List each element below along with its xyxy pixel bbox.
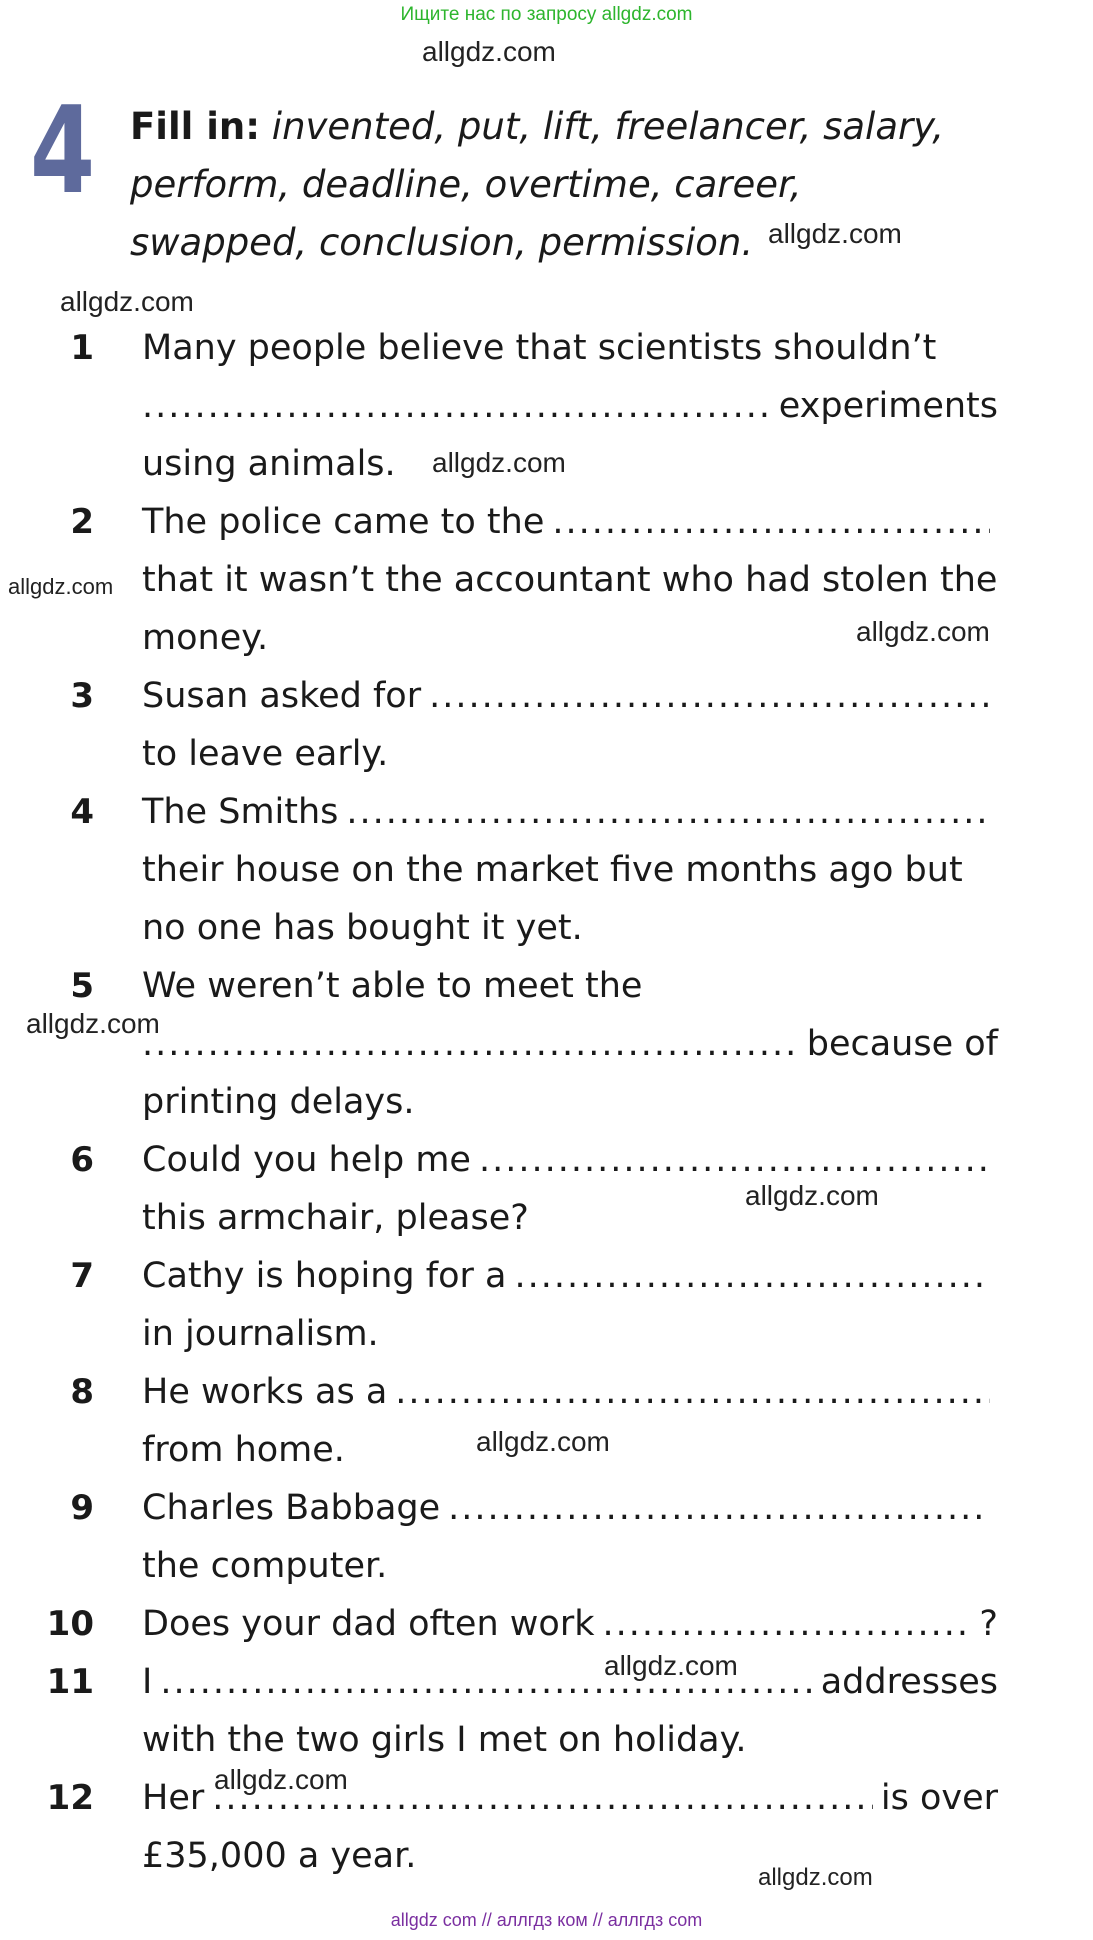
watermark: allgdz.com [214, 1764, 348, 1795]
watermark: allgdz.com [432, 447, 566, 478]
item-text: using animals. [142, 444, 396, 484]
footer-links[interactable]: allgdz com // аллгдз ком // аллгдз com [390, 1910, 703, 1930]
answer-blank[interactable] [142, 378, 771, 434]
item-7-line-1 [142, 1248, 998, 1304]
watermark: allgdz.com [758, 1864, 873, 1891]
item-11-line-2 [142, 1712, 998, 1768]
answer-blank[interactable] [552, 494, 990, 550]
item-text: Susan asked for [142, 676, 422, 716]
item-text: this armchair, please? [142, 1198, 529, 1238]
item-number: 10 [46, 1604, 94, 1644]
word-bank: invented, put, lift, freelancer, salary, perform, deadline, overtime, career, swapped, conclusion, permission. [130, 105, 945, 264]
item-4-line-2 [142, 842, 998, 898]
item-text: addresses [820, 1662, 998, 1702]
answer-blank[interactable] [395, 1364, 990, 1420]
exercise-instruction [130, 98, 990, 272]
item-12-line-2 [142, 1828, 998, 1884]
answer-blank[interactable] [448, 1480, 990, 1536]
watermark: allgdz.com [422, 36, 556, 67]
watermark: allgdz.com [604, 1650, 738, 1681]
item-number: 6 [70, 1140, 94, 1180]
answer-blank[interactable] [602, 1596, 971, 1652]
item-text: to leave early. [142, 734, 389, 774]
item-text: that it wasn’t the accountant who had stolen the [142, 560, 998, 600]
item-5-line-1 [142, 958, 998, 1014]
answer-blank[interactable] [479, 1132, 990, 1188]
instruction-lead: Fill in: [130, 105, 261, 148]
answer-blank[interactable] [212, 1770, 873, 1826]
item-text: with the two girls I met on holiday. [142, 1720, 747, 1760]
item-text: ? [979, 1604, 998, 1644]
answer-blank[interactable] [514, 1248, 990, 1304]
watermark: allgdz.com [476, 1426, 610, 1457]
header-search-link[interactable]: Ищите нас по запросу allgdz.com [400, 4, 693, 25]
watermark: allgdz.com [745, 1180, 879, 1211]
answer-blank[interactable] [346, 784, 990, 840]
item-8-line-2 [142, 1422, 998, 1478]
item-4-line-1 [142, 784, 998, 840]
item-2-line-1 [142, 494, 998, 550]
item-9-line-1 [142, 1480, 998, 1536]
item-text: from home. [142, 1430, 345, 1470]
item-text: in journalism. [142, 1314, 379, 1354]
item-1-line-2 [142, 378, 998, 434]
item-12-line-1 [142, 1770, 998, 1826]
item-text: no one has bought it yet. [142, 908, 583, 948]
item-text: Cathy is hoping for a [142, 1256, 507, 1296]
item-6-line-1 [142, 1132, 998, 1188]
watermark: allgdz.com [856, 616, 990, 647]
item-1-line-3 [142, 436, 998, 492]
item-number: 4 [70, 792, 94, 832]
item-text: printing delays. [142, 1082, 415, 1122]
item-4-line-3 [142, 900, 998, 956]
item-text: money. [142, 618, 269, 658]
item-text: He works as a [142, 1372, 388, 1412]
item-text: The police came to the [142, 502, 545, 542]
item-number: 7 [70, 1256, 94, 1296]
watermark: allgdz.com [768, 218, 902, 249]
watermark: allgdz.com [8, 574, 114, 599]
item-number: 11 [46, 1662, 94, 1702]
item-text: I [142, 1662, 153, 1702]
item-text: £35,000 a year. [142, 1836, 417, 1876]
item-5-line-2 [142, 1016, 998, 1072]
item-2-line-3 [142, 610, 998, 666]
item-number: 1 [70, 328, 94, 368]
item-text: Could you help me [142, 1140, 471, 1180]
item-text: The Smiths [142, 792, 339, 832]
item-text: Many people believe that scientists shouldn’t [142, 328, 937, 368]
item-3-line-2 [142, 726, 998, 782]
item-number: 9 [70, 1488, 94, 1528]
exercise-number: 4 [30, 82, 96, 221]
item-text: the computer. [142, 1546, 388, 1586]
answer-blank[interactable] [160, 1654, 812, 1710]
item-text: Charles Babbage [142, 1488, 441, 1528]
item-6-line-2 [142, 1190, 998, 1246]
answer-blank[interactable] [429, 668, 990, 724]
answer-blank[interactable] [142, 1016, 799, 1072]
item-9-line-2 [142, 1538, 998, 1594]
watermark: allgdz.com [60, 286, 194, 317]
item-1-line-1 [142, 320, 998, 376]
item-text: Does your dad often work [142, 1604, 595, 1644]
item-text: We weren’t able to meet the [142, 966, 643, 1006]
item-number: 2 [70, 502, 94, 542]
item-text: is over [880, 1778, 998, 1818]
item-3-line-1 [142, 668, 998, 724]
item-text: their house on the market five months ago but [142, 850, 963, 890]
item-5-line-3 [142, 1074, 998, 1130]
item-11-line-1 [142, 1654, 998, 1710]
item-text: Her [142, 1778, 205, 1818]
item-number: 8 [70, 1372, 94, 1412]
item-text: experiments [778, 386, 998, 426]
item-number: 5 [70, 966, 94, 1006]
watermark: allgdz.com [26, 1008, 160, 1039]
item-10-line-1 [142, 1596, 998, 1652]
item-2-line-2 [142, 552, 998, 608]
item-number: 12 [46, 1778, 94, 1818]
item-7-line-2 [142, 1306, 998, 1362]
item-text: because of [806, 1024, 998, 1064]
item-8-line-1 [142, 1364, 998, 1420]
item-number: 3 [70, 676, 94, 716]
